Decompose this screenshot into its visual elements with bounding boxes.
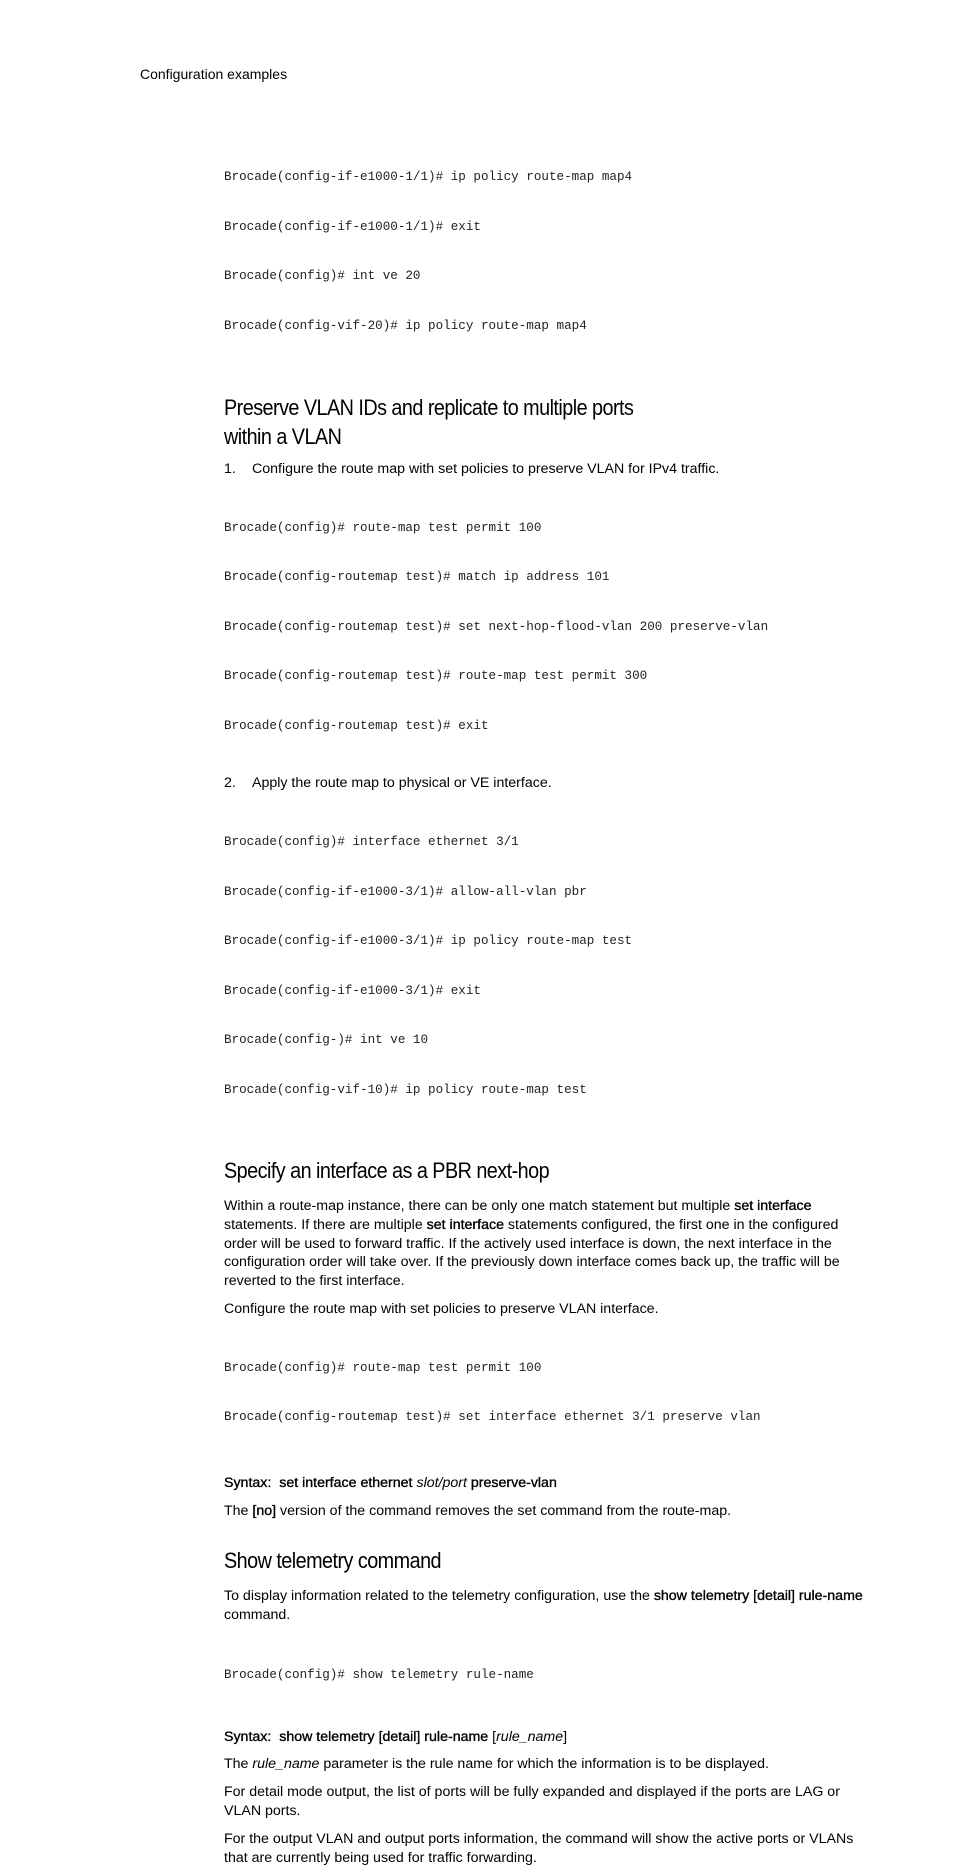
code-line: Brocade(config-)# int ve 10 (224, 1033, 429, 1048)
text-run: statements. If there are multiple (224, 1216, 427, 1233)
text-run: The (224, 1502, 253, 1519)
code-line: Brocade(config)# route-map test permit 100 (224, 520, 542, 535)
syntax-argument: slot/port (416, 1474, 467, 1491)
code-block-show-telemetry (224, 1634, 869, 1717)
section-heading-preserve-vlan (224, 393, 805, 451)
command-keyword: set interface (734, 1198, 812, 1215)
code-line: Brocade(config-routemap test)# route-map test permit 300 (224, 669, 648, 684)
text-run: Within a route-map instance, there can be only one match statement but multiple (224, 1198, 735, 1215)
code-block-policy (224, 136, 869, 367)
paragraph-telemetry-intro (224, 1587, 869, 1625)
syntax-show-telemetry (224, 1728, 869, 1747)
syntax-set-interface (224, 1474, 869, 1493)
step-2 (224, 774, 869, 793)
text-run: To display information related to the telemetry configuration, use the (224, 1588, 654, 1605)
text-run: version of the command removes the set command from the route-map. (276, 1502, 732, 1519)
command-keyword: [no] (252, 1502, 277, 1519)
syntax-label: Syntax: (224, 1728, 272, 1745)
command-keyword: set interface (426, 1216, 504, 1233)
code-line: Brocade(config-vif-20)# ip policy route-map map4 (224, 318, 587, 333)
text-run: The (224, 1756, 253, 1773)
step-text: Apply the route map to physical or VE interface. (252, 775, 552, 792)
code-line: Brocade(config-routemap test)# exit (224, 718, 489, 733)
text-run: command. (224, 1607, 291, 1624)
running-header: Configuration examples (140, 66, 288, 82)
text-run: parameter is the rule name for which the information is to be displayed. (319, 1756, 769, 1773)
code-block-routemap (224, 487, 869, 768)
syntax-argument: rule_name (496, 1728, 564, 1745)
paragraph-rule-name (224, 1755, 869, 1774)
code-line: Brocade(config-if-e1000-1/1)# exit (224, 219, 481, 234)
page-content (224, 136, 869, 1867)
syntax-bracket: ] (563, 1728, 568, 1745)
paragraph-no-version (224, 1502, 869, 1521)
text-run: statements configured, the first one in the configured order will be used to forward traffic. If the actively used interface is down, the next interface in the configuration order will take over. If the previously down interface comes back up, the traffic will be reverted to the first interface. (224, 1216, 840, 1290)
code-line: Brocade(config-if-e1000-3/1)# ip policy route-map test (224, 934, 633, 949)
syntax-command: show telemetry [detail] rule-name (279, 1728, 489, 1745)
step-number: 2. (224, 775, 236, 792)
step-1 (224, 460, 869, 479)
heading-line: Preserve VLAN IDs and replicate to multiple ports (224, 395, 634, 420)
code-line: Brocade(config)# route-map test permit 100 (224, 1360, 542, 1375)
parameter-name: rule_name (252, 1756, 320, 1773)
command-keyword: show telemetry [detail] rule-name (653, 1588, 863, 1605)
step-number: 1. (224, 461, 236, 477)
code-block-interface (224, 801, 869, 1131)
code-line: Brocade(config-routemap test)# set next-hop-flood-vlan 200 preserve-vlan (224, 619, 769, 634)
code-block-set-interface (224, 1327, 869, 1459)
syntax-command: set interface ethernet (279, 1474, 413, 1491)
code-line: Brocade(config-if-e1000-3/1)# allow-all-vlan pbr (224, 884, 587, 899)
heading-line: within a VLAN (224, 424, 342, 449)
code-line: Brocade(config-routemap test)# match ip address 101 (224, 570, 610, 585)
section-heading-show-telemetry: Show telemetry command (224, 1548, 442, 1574)
code-line: Brocade(config-routemap test)# set interface ethernet 3/1 preserve vlan (224, 1410, 761, 1425)
code-line: Brocade(config-vif-10)# ip policy route-map test (224, 1082, 587, 1097)
paragraph-output-vlan: For the output VLAN and output ports information, the command will show the active ports or VLANs that are currently being used for traffic forwarding. (224, 1830, 854, 1866)
paragraph-detail-mode: For detail mode output, the list of ports will be fully expanded and displayed if the ports are LAG or VLAN ports. (224, 1784, 840, 1819)
code-line: Brocade(config)# show telemetry rule-name (224, 1668, 534, 1683)
syntax-bracket: [ (488, 1728, 497, 1745)
paragraph-pbr-configure: Configure the route map with set policies to preserve VLAN interface. (224, 1301, 659, 1318)
code-line: Brocade(config)# int ve 20 (224, 269, 421, 283)
code-line: Brocade(config-if-e1000-3/1)# exit (224, 983, 481, 998)
section-heading-pbr-next-hop: Specify an interface as a PBR next-hop (224, 1158, 550, 1184)
syntax-keyword: preserve-vlan (470, 1474, 557, 1491)
code-line: Brocade(config)# interface ethernet 3/1 (224, 835, 519, 850)
step-text: Configure the route map with set policies to preserve VLAN for IPv4 traffic. (252, 461, 720, 477)
paragraph-pbr-intro (224, 1197, 869, 1291)
code-line: Brocade(config-if-e1000-1/1)# ip policy route-map map4 (224, 170, 633, 184)
syntax-label: Syntax: (224, 1474, 272, 1491)
